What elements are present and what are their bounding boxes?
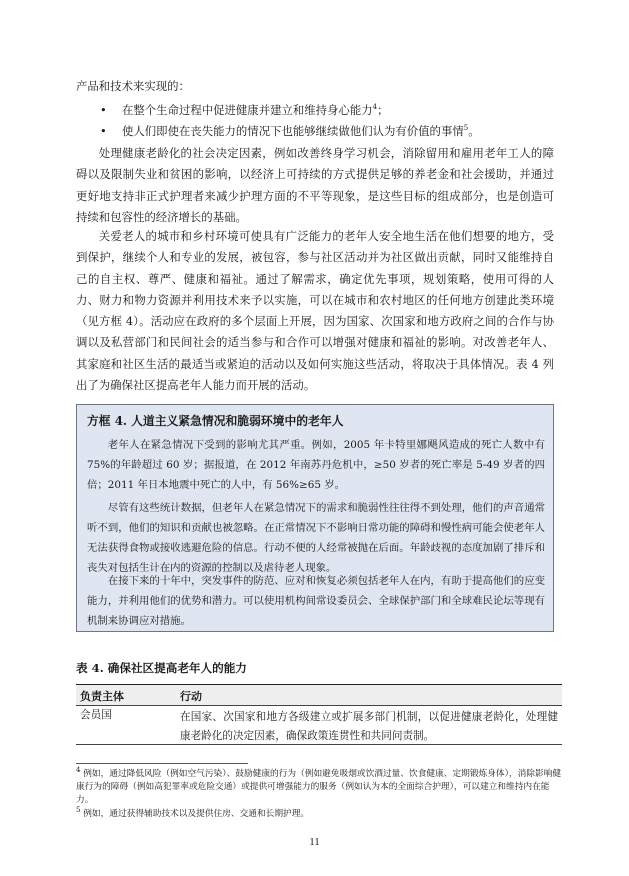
footnote-ref[interactable]: 5 <box>463 124 469 133</box>
box-4 <box>76 404 554 632</box>
column-header-actor: 负责主体 <box>80 690 124 703</box>
column-header-action: 行动 <box>180 690 202 703</box>
footnote-mark: 4 <box>76 766 81 775</box>
table-cell-action: 在国家、次国家和地方各级建立或扩展多部门机制，以促进健康老龄化，处理健康老龄化的决定因素，确保政策连贯性和共同问责制。 <box>180 711 558 742</box>
box-paragraph: 尽管有这些统计数据，但老年人在紧急情况下的需求和脆弱性往往得不到处理，他们的声音通常听不到，他们的知识和贡献也被忽略。在正常情况下不影响日常功能的障碍和慢性病可能会使老年人无法获得食物或接收逃避危险的信息。行动不便的人经常被抛在后面。年龄歧视的态度加剧了排斥和丧失对包括生计在内的资源的控制以及虐待老人现象。 <box>87 502 545 574</box>
body-paragraph: 处理健康老龄化的社会决定因素，例如改善终身学习机会，消除留用和雇用老年工人的障碍以及限制失业和贫困的影响，以经济上可持续的方式提供足够的养老金和社会援助，并通过更好地支持非正式护理者来减少护理方面的不平等现象，是这些目标的组成部分，也是创造可持续和包容性的经济增长的基础。 <box>76 146 554 224</box>
bullet-list <box>100 100 560 142</box>
table-row <box>76 706 562 745</box>
footnote-divider <box>76 763 248 764</box>
footnote-ref[interactable]: 4 <box>372 103 378 112</box>
bullet-end: ； <box>377 103 389 117</box>
footnote-text: 例如，通过降低风险（例如空气污染）、鼓励健康的行为（例如避免吸烟或饮酒过量、饮食健康、定期锻炼身体），消除影响健康行为的障碍（例如高犯罪率或危险交通）或提供可增强能力的服务（例如认为本的全面综合护理），可以建立和维持内在能力。 <box>76 769 562 806</box>
box-paragraph: 在接下来的十年中，突发事件的防范、应对和恢复必须包括老年人在内，有助于提高他们的应变能力，并利用他们的优势和潜力。可以使用机构间常设委员会、全球保护部门和全球难民论坛等现有机制来协调应对措施。 <box>87 575 545 627</box>
footnote-text: 例如，通过获得辅助技术以及提供住房、交通和长期护理。 <box>83 809 310 819</box>
bullet-item <box>100 121 560 142</box>
bullet-dot-icon: • <box>100 103 107 117</box>
body-paragraph: 关爱老人的城市和乡村环境可使具有广泛能力的老年人安全地生活在他们想要的地方，受到保护，继续个人和专业的发展，被包容，参与社区活动并为社区做出贡献，同时又能维持自己的自主权、尊严、健康和福祉。通过了解需求，确定优先事项，规划策略，使用可得的人力、财力和物力资源并利用技术来予以实施，可以在城市和农村地区的任何地方创建此类环境（见方框 4）。活动应在政府的多个层面上开展，因为国家、次国家和地方政府之间的合作与协调以及私营部门和民间社会的适当参与和合作可以增强对健康和福祉的影响。对改善老年人、其家庭和社区生活的最适当或紧迫的活动以及如何实施这些活动，将取决于具体情况。表 4 列出了为确保社区提高老年人能力而开展的活动。 <box>76 229 554 393</box>
page-number: 11 <box>309 836 320 848</box>
bullet-text: 使人们即使在丧失能力的情况下也能够继续做他们认为有价值的事情 <box>122 124 464 138</box>
table-header <box>76 684 562 706</box>
bullet-end: 。 <box>468 124 480 138</box>
bullet-dot-icon: • <box>100 124 107 138</box>
bullet-item <box>100 100 560 121</box>
box-title: 方框 4. 人道主义紧急情况和脆弱环境中的老年人 <box>87 414 344 428</box>
bullet-text: 在整个生命过程中促进健康并建立和维持身心能力 <box>122 103 373 117</box>
table-cell-actor: 会员国 <box>80 709 112 721</box>
footnote-mark: 5 <box>76 806 81 815</box>
intro-line: 产品和技术来实现的： <box>76 79 190 93</box>
table-title: 表 4. 确保社区提高老年人的能力 <box>76 661 247 675</box>
footnote <box>76 808 562 821</box>
footnote <box>76 768 562 808</box>
box-paragraph: 老年人在紧急情况下受到的影响尤其严重。例如，2005 年卡特里娜飓风造成的死亡人数中有 75%的年龄超过 60 岁；据报道，在 2012 年南苏丹危机中，≥50 岁者的死亡率是 5-49 岁者的四倍；2011 年日本地震中死亡的人中，有 56%≥65 岁。 <box>87 439 545 491</box>
